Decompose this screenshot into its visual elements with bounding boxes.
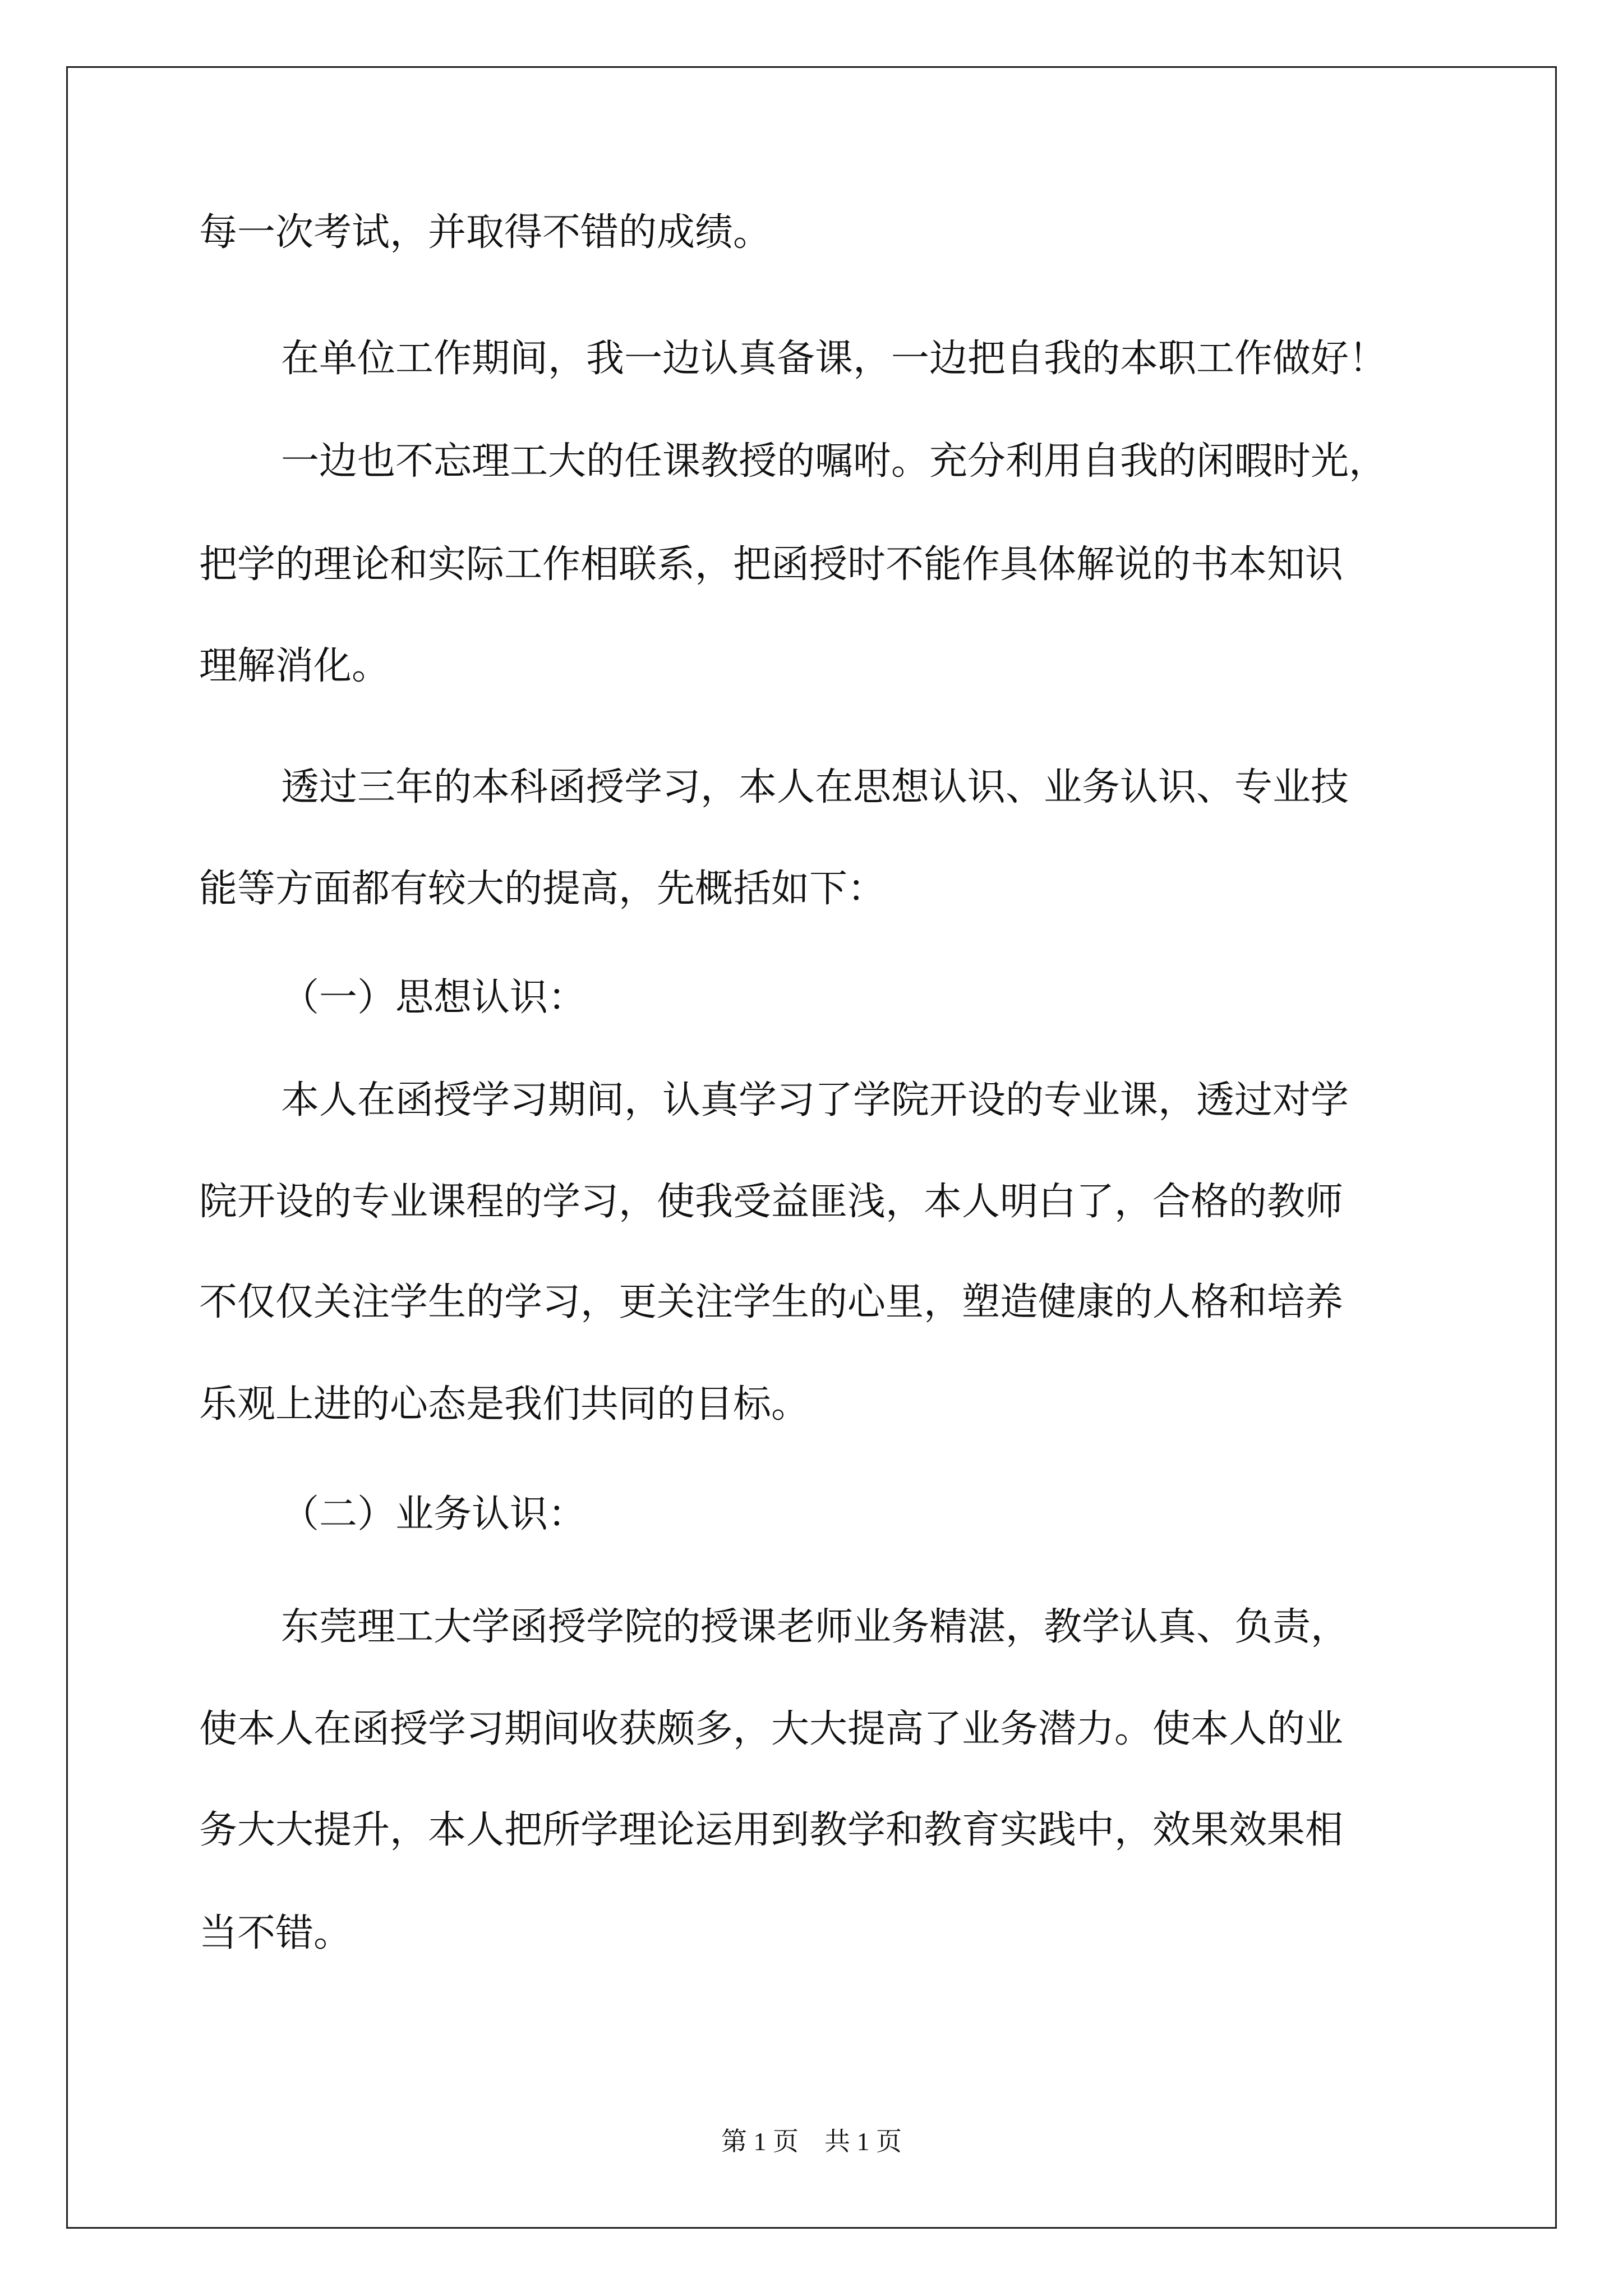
text-line: 东莞理工大学函授学院的授课老师业务精湛，教学认真、负责， xyxy=(281,1605,1349,1649)
text-line: 一边也不忘理工大的任课教授的嘱咐。充分利用自我的闲暇时光， xyxy=(281,439,1387,484)
text-line: 院开设的专业课程的学习，使我受益匪浅，本人明白了，合格的教师 xyxy=(199,1180,1344,1224)
text-line: 把学的理论和实际工作相联系，把函授时不能作具体解说的书本知识 xyxy=(199,542,1344,587)
page-footer: 第 1 页 共 1 页 xyxy=(721,2127,902,2156)
text-line: 使本人在函授学习期间收获颇多，大大提高了业务潜力。使本人的业 xyxy=(199,1707,1344,1751)
text-line: 在单位工作期间，我一边认真备课，一边把自我的本职工作做好！ xyxy=(281,337,1387,381)
page-border xyxy=(66,66,1557,2229)
text-line: 乐观上进的心态是我们共同的目标。 xyxy=(199,1382,810,1427)
text-line: 每一次考试，并取得不错的成绩。 xyxy=(199,210,772,255)
text-line: 务大大提升，本人把所学理论运用到教学和教育实践中，效果效果相 xyxy=(199,1808,1344,1852)
section-heading: （一）思想认识： xyxy=(281,976,587,1020)
text-line: 当不错。 xyxy=(199,1911,352,1955)
text-line: 本人在函授学习期间，认真学习了学院开设的专业课，透过对学 xyxy=(281,1078,1349,1122)
text-line: 不仅仅关注学生的学习，更关注学生的心里，塑造健康的人格和培养 xyxy=(199,1280,1344,1324)
text-line: 透过三年的本科函授学习，本人在思想认识、业务认识、专业技 xyxy=(281,765,1349,809)
section-heading: （二）业务认识： xyxy=(281,1492,587,1536)
text-line: 能等方面都有较大的提高，先概括如下： xyxy=(199,867,886,911)
text-line: 理解消化。 xyxy=(199,644,390,688)
